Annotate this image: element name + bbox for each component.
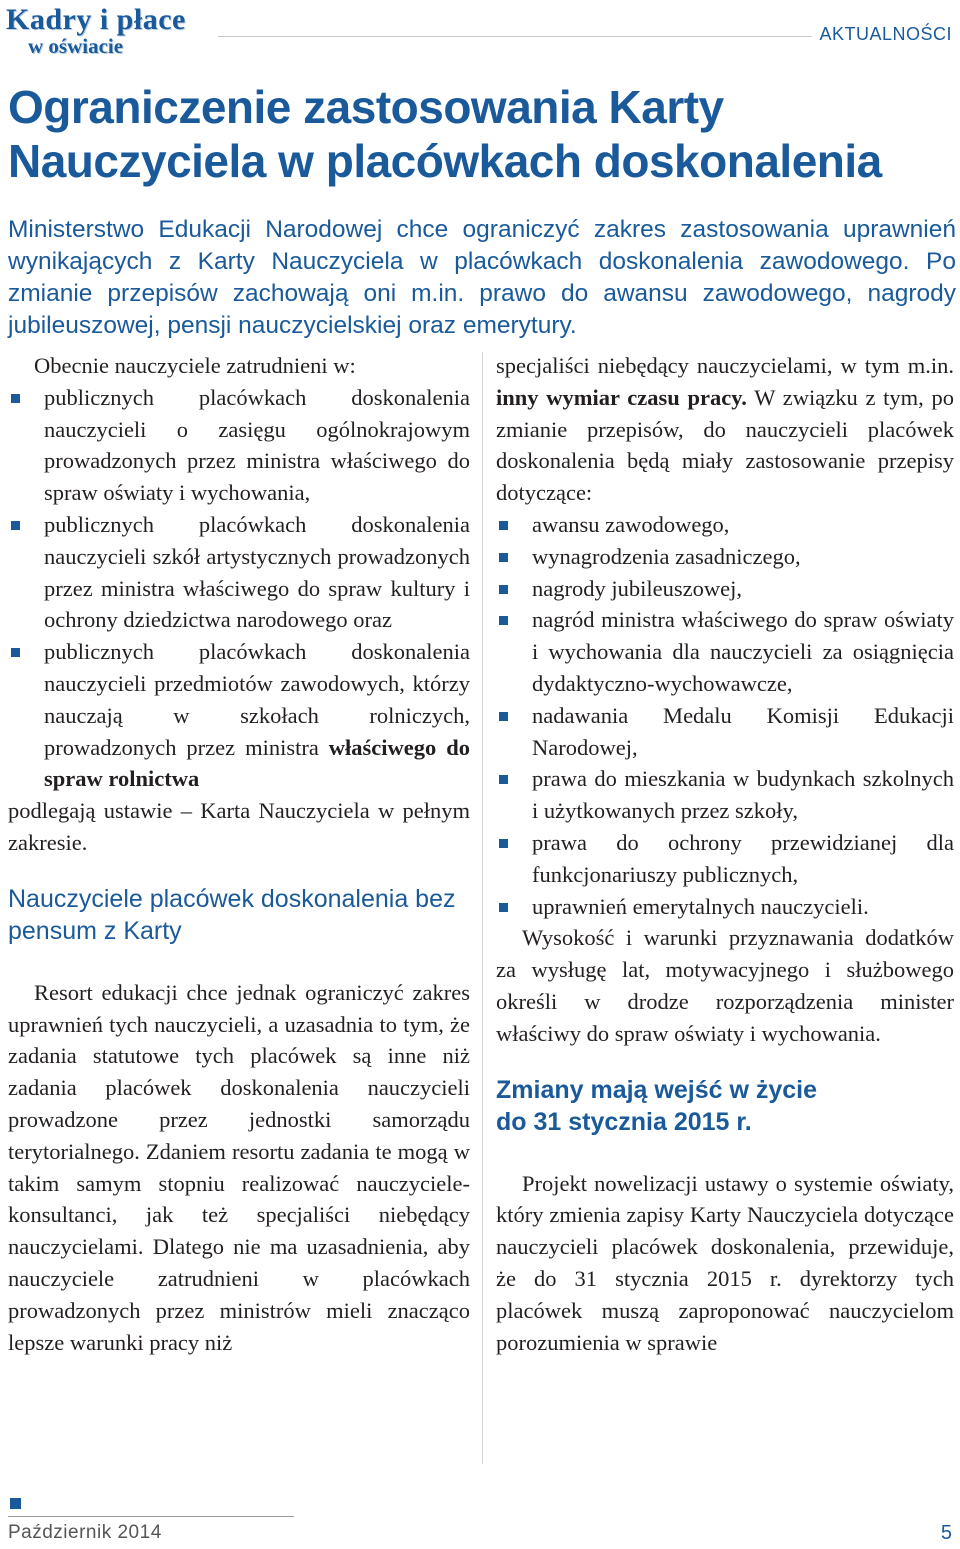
right-paragraph-2: Projekt nowelizacji ustawy o systemie oświaty, który zmienia zapisy Karty Nauczyciela dotyczące nauczycieli placówek doskonalenia, przewiduje, że do 31 stycznia 2015 r. dyrektorzy tych placówek muszą zaproponować nauczycielom porozumienia w sprawie [496,1170,954,1355]
list-item-text: uprawnień emerytalnych nauczycieli. [532,893,869,919]
square-bullet-icon [499,585,508,594]
list-item [8,636,470,795]
square-bullet-icon [499,521,508,530]
right-bullet-list [496,509,954,922]
issue-date: Październik 2014 [8,1522,162,1543]
left-paragraph: Resort edukacji chce jednak ograniczyć zakres uprawnień tych nauczycieli, a uzasadnia to tym, że zadania statutowe tych placówek są inne niż zadania placówek doskonalenia nauczycieli prowadzone przez jednostki samorządu terytorialnego. Zdaniem resortu zadania te mogą w takim samym stopniu realizować nauczyciele-konsultanci, jak też specjaliści niebędący nauczycielami. Dlatego nie ma uzasadnienia, aby nauczyciele zatrudnieni w placówkach prowadzonych przez ministrów mieli znacząco lepsze warunki pracy niż [8,979,470,1355]
right-cont-text: specjaliści niebędący nauczycielami, w tym m.in. [496,353,954,378]
list-item [496,763,954,827]
list-item [8,382,470,509]
footer-square-icon [10,1498,21,1509]
list-item [496,604,954,699]
square-bullet-icon [11,648,20,657]
list-item [496,700,954,764]
list-item-text: nagród ministra właściwego do spraw oświaty i wychowania dla nauczycieli za osiągnięcia dydaktyczno-wychowawcze, [532,607,954,696]
footer-divider [8,1516,294,1517]
list-item-text: nagrody jubileuszowej, [532,575,742,601]
list-item [8,509,470,636]
left-column [8,350,470,1358]
publication-logo [6,4,186,56]
list-item-text: publicznych placówkach doskonalenia nauczycieli o zasięgu ogólnokrajowym prowadzonych przez ministra właściwego do spraw oświaty i wychowania, [44,384,470,506]
square-bullet-icon [11,521,20,530]
list-item-bold-text: właściwego do spraw rolnictwa [44,734,471,792]
list-item-text: prawa do mieszkania w budynkach szkolnych i użytkowanych przez szkoły, [532,766,954,824]
list-item [496,573,954,605]
logo-line1: Kadry i płace [6,3,186,36]
list-item-text: wynagrodzenia zasadniczego, [532,543,801,569]
list-item-text: prawa do ochrony przewidzianej dla funkcjonariuszy publicznych, [532,829,954,887]
square-bullet-icon [499,553,508,562]
list-item [496,891,954,923]
list-item-text: awansu zawodowego, [532,511,730,537]
list-item-text: nadawania Medalu Komisji Edukacji Narodowej, [532,702,954,760]
list-item [496,827,954,891]
article-lead: Ministerstwo Edukacji Narodowej chce ograniczyć zakres zastosowania uprawnień wynikających z Karty Nauczyciela w placówkach doskonalenia zawodowego. Po zmianie przepisów zachowają oni m.in. prawo do awansu zawodowego, nagrody jubileuszowej, pensji nauczycielskiej oraz emerytury. [8,216,956,339]
column-divider [482,352,483,1464]
right-subheading [496,1074,954,1138]
square-bullet-icon [499,616,508,625]
right-paragraph-1: Wysokość i warunki przyznawania dodatków za wysługę lat, motywacyjnego i służbowego określi w drodze rozporządzenia minister właściwy do spraw oświaty i wychowania. [496,925,954,1046]
page-number: 5 [940,1522,952,1544]
list-item-text: publicznych placówkach doskonalenia nauczycieli przedmiotów zawodowych, którzy nauczają w szkołach rolniczych, prowadzonych przez ministra [44,639,470,760]
right-subheading-line2: do 31 stycznia 2015 r. [496,1107,752,1136]
right-cont-bold: inny wymiar czasu pracy. [496,384,747,410]
list-item [496,509,954,541]
right-column [496,350,954,1358]
section-label: AKTUALNOŚCI [819,24,952,44]
right-cont-text-2: W związku z tym, po zmianie przepisów, do nauczycieli placówek doskonalenia będą miały zastosowanie przepisy dotyczące: [496,384,955,506]
list-item-text: publicznych placówkach doskonalenia nauczycieli szkół artystycznych prowadzonych przez ministra właściwego do spraw kultury i ochrony dziedzictwa narodowego oraz [44,511,470,633]
left-intro: Obecnie nauczyciele zatrudnieni w: [34,353,356,378]
square-bullet-icon [11,394,20,403]
right-subheading-line1: Zmiany mają wejść w życie [496,1075,817,1104]
square-bullet-icon [499,903,508,912]
square-bullet-icon [499,839,508,848]
left-bullet-list [8,382,470,795]
list-item [496,541,954,573]
article-title: Ograniczenie zastosowania Karty Nauczyciela w placówkach doskonalenia [8,81,882,187]
header-divider [218,36,812,37]
left-subheading: Nauczyciele placówek doskonalenia bez pensum z Karty [8,884,456,945]
logo-line2: w oświacie [28,34,124,58]
left-after-list: podlegają ustawie – Karta Nauczyciela w pełnym zakresie. [8,798,470,855]
square-bullet-icon [499,712,508,721]
square-bullet-icon [499,775,508,784]
right-continuation [496,350,954,509]
